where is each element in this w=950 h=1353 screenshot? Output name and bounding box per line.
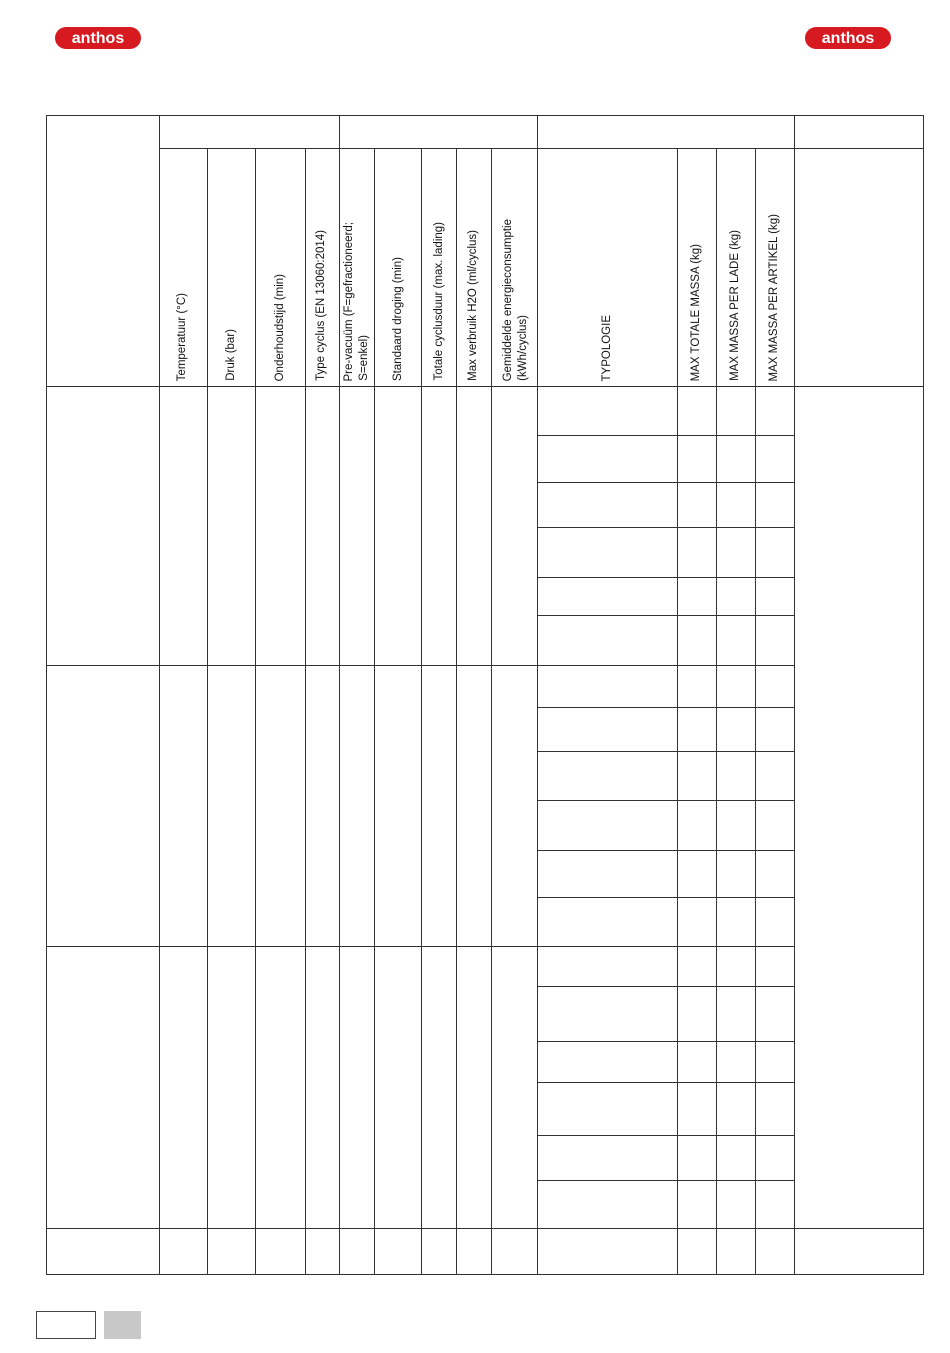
header-typology: TYPOLOGIE [601, 314, 613, 381]
header-max-mass-per-item: MAX MASSA PER ARTIKEL (kg) [768, 213, 780, 381]
header-max-mass-per-tray: MAX MASSA PER LADE (kg) [729, 230, 741, 381]
header-prevacuum-line2: S=enkel) [358, 335, 370, 381]
header-pressure: Druk (bar) [225, 329, 237, 381]
logo-text: anthos [71, 30, 125, 47]
logo-text: anthos [821, 30, 875, 47]
header-temperature: Temperatuur (°C) [176, 292, 188, 381]
header-cycle-type: Type cyclus (EN 13060:2014) [315, 230, 327, 381]
header-energy-line1: Gemiddelde energieconsumptie [502, 218, 514, 381]
header-hold-time: Onderhoudstijd (min) [274, 273, 286, 381]
header-standard-drying: Standaard droging (min) [392, 256, 404, 381]
page-marker-box [104, 1311, 141, 1339]
header-energy-line2: (kWh/cyclus) [517, 315, 529, 381]
header-total-cycle: Totale cyclusduur (max. lading) [433, 222, 445, 381]
header-max-total-mass: MAX TOTALE MASSA (kg) [690, 243, 702, 381]
header-max-h2o: Max verbruik H2O (ml/cyclus) [467, 230, 479, 381]
page-number-box [36, 1311, 96, 1339]
header-prevacuum-line1: Pre-vacuüm (F=gefractioneerd; [343, 221, 355, 381]
